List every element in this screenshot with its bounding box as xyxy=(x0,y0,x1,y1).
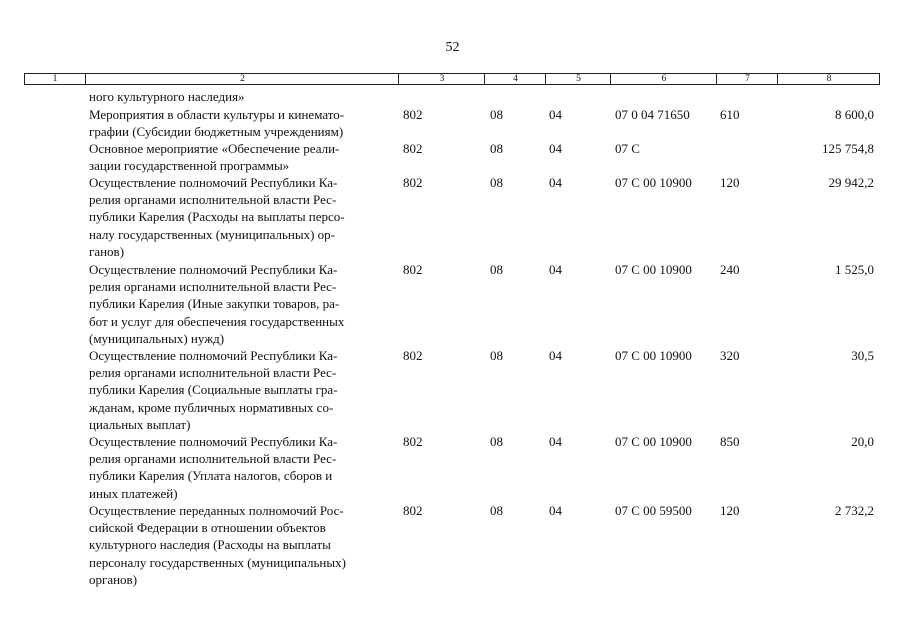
description-line: графии (Субсидии бюджетным учреждениям) xyxy=(89,124,344,140)
description-line: иных платежей) xyxy=(89,485,178,501)
description-line: публики Карелия (Социальные выплаты гра- xyxy=(89,382,338,398)
description-line: Основное мероприятие «Обеспечение реали- xyxy=(89,141,340,156)
description-line: ганов) xyxy=(89,243,125,259)
amount-value: 8 600,0 xyxy=(835,107,874,122)
description-line: культурного наследия (Расходы на выплаты xyxy=(89,537,331,553)
description-line: публики Карелия (Иные закупки товаров, ра- xyxy=(89,296,340,312)
department-code: 802 xyxy=(403,107,423,122)
section-code: 08 xyxy=(490,262,503,277)
row-description xyxy=(89,261,395,347)
description-line: бот и услуг для обеспечения государственных xyxy=(89,313,345,329)
target-article-code: 07 С 00 10900 xyxy=(615,434,692,449)
section-code: 08 xyxy=(490,503,503,518)
table-header-row xyxy=(24,73,880,85)
description-line: релия органами исполнительной власти Рес- xyxy=(89,365,337,381)
subsection-code: 04 xyxy=(549,348,562,363)
description-line: Мероприятия в области культуры и кинемато- xyxy=(89,107,345,122)
header-col-3: 3 xyxy=(398,74,485,84)
target-article-code: 07 С 00 10900 xyxy=(615,175,692,190)
continuation-text: ного культурного наследия» xyxy=(89,89,245,104)
header-col-5: 5 xyxy=(545,74,611,84)
expense-type-code: 850 xyxy=(720,434,740,449)
subsection-code: 04 xyxy=(549,262,562,277)
expense-type-code: 320 xyxy=(720,348,740,363)
subsection-code: 04 xyxy=(549,107,562,122)
description-line: (муниципальных) нужд) xyxy=(89,330,225,346)
amount-value: 125 754,8 xyxy=(822,141,874,156)
header-col-2: 2 xyxy=(85,74,399,84)
row-description xyxy=(89,502,395,588)
description-line: органов) xyxy=(89,571,138,587)
section-code: 08 xyxy=(490,348,503,363)
section-code: 08 xyxy=(490,434,503,449)
description-line: Осуществление полномочий Республики Ка- xyxy=(89,434,338,449)
department-code: 802 xyxy=(403,262,423,277)
target-article-code: 07 С 00 10900 xyxy=(615,262,692,277)
department-code: 802 xyxy=(403,175,423,190)
description-line: релия органами исполнительной власти Рес- xyxy=(89,192,337,208)
description-line: Осуществление полномочий Республики Ка- xyxy=(89,175,338,190)
row-description xyxy=(89,174,395,260)
header-col-4: 4 xyxy=(484,74,546,84)
amount-value: 1 525,0 xyxy=(835,262,874,277)
amount-value: 2 732,2 xyxy=(835,503,874,518)
section-code: 08 xyxy=(490,107,503,122)
description-line: релия органами исполнительной власти Рес- xyxy=(89,279,337,295)
section-code: 08 xyxy=(490,175,503,190)
description-line: зации государственной программы» xyxy=(89,158,290,174)
expense-type-code: 120 xyxy=(720,175,740,190)
header-col-1: 1 xyxy=(52,74,58,84)
description-line: циальных выплат) xyxy=(89,416,191,432)
amount-value: 29 942,2 xyxy=(828,175,874,190)
subsection-code: 04 xyxy=(549,503,562,518)
subsection-code: 04 xyxy=(549,434,562,449)
expense-type-code: 240 xyxy=(720,262,740,277)
subsection-code: 04 xyxy=(549,141,562,156)
description-line: сийской Федерации в отношении объектов xyxy=(89,520,326,536)
department-code: 802 xyxy=(403,348,423,363)
description-line: налу государственных (муниципальных) ор- xyxy=(89,226,335,242)
header-col-7: 7 xyxy=(716,74,778,84)
amount-value: 20,0 xyxy=(851,434,874,449)
page-number: 52 xyxy=(445,40,460,55)
row-description xyxy=(89,140,395,174)
department-code: 802 xyxy=(403,141,423,156)
row-description xyxy=(89,347,395,433)
target-article-code: 07 С 00 59500 xyxy=(615,503,692,518)
department-code: 802 xyxy=(403,503,423,518)
expense-type-code: 610 xyxy=(720,107,740,122)
description-line: Осуществление полномочий Республики Ка- xyxy=(89,262,338,277)
row-description xyxy=(89,106,395,140)
target-article-code: 07 С 00 10900 xyxy=(615,348,692,363)
description-line: публики Карелия (Уплата налогов, сборов и xyxy=(89,468,333,484)
row-description xyxy=(89,433,395,502)
amount-value: 30,5 xyxy=(851,348,874,363)
description-line: релия органами исполнительной власти Рес- xyxy=(89,451,337,467)
target-article-code: 07 С xyxy=(615,141,640,156)
section-code: 08 xyxy=(490,141,503,156)
description-line: публики Карелия (Расходы на выплаты персо- xyxy=(89,209,345,225)
target-article-code: 07 0 04 71650 xyxy=(615,107,690,122)
subsection-code: 04 xyxy=(549,175,562,190)
header-col-6: 6 xyxy=(610,74,717,84)
header-col-8: 8 xyxy=(777,74,880,84)
description-line: Осуществление переданных полномочий Рос- xyxy=(89,503,344,518)
expense-type-code: 120 xyxy=(720,503,740,518)
description-line: персоналу государственных (муниципальных) xyxy=(89,554,346,570)
description-line: жданам, кроме публичных нормативных со- xyxy=(89,399,334,415)
description-line: Осуществление полномочий Республики Ка- xyxy=(89,348,338,363)
department-code: 802 xyxy=(403,434,423,449)
